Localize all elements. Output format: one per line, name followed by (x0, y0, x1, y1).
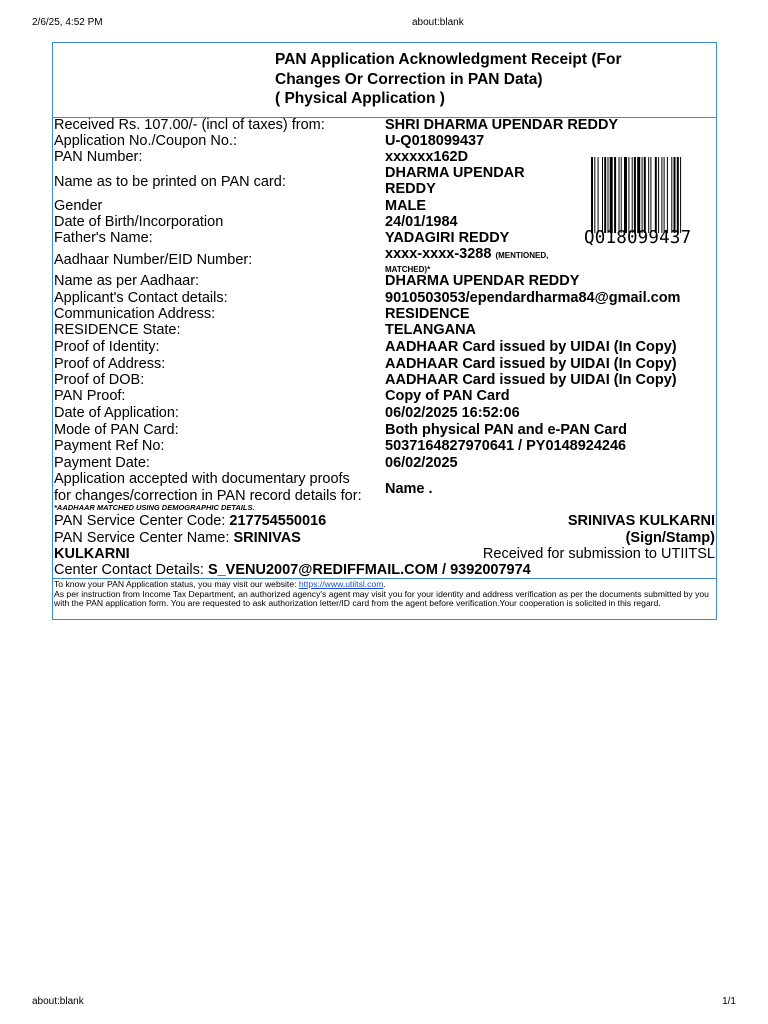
service-name-label: PAN Service Center Name: (54, 530, 230, 546)
field-label: Proof of Identity: (54, 339, 160, 355)
field-label: Proof of Address: (54, 356, 166, 372)
utiitsl-link[interactable]: https://www.utiitsl.com (298, 579, 384, 589)
field-value: Name . (385, 481, 433, 497)
barcode-bar (655, 157, 657, 233)
barcode-bar (610, 157, 613, 233)
field-value: AADHAAR Card issued by UIDAI (In Copy) (385, 356, 677, 372)
service-code-value: 217754550016 (229, 513, 327, 529)
barcode-bar (658, 157, 659, 233)
field-label: Payment Ref No: (54, 438, 165, 454)
service-name-wrap (54, 530, 301, 546)
print-datetime: 2/6/25, 4:52 PM (32, 17, 103, 28)
field-value: 06/02/2025 16:52:06 (385, 405, 520, 421)
field-value: DHARMA UPENDAR (385, 165, 525, 181)
barcode-bar (594, 157, 595, 233)
field-value: 24/01/1984 (385, 214, 458, 230)
contact-wrap (54, 562, 531, 578)
field-label: Proof of DOB: (54, 372, 145, 388)
barcode-bar (624, 157, 627, 233)
service-name-value: SRINIVAS (233, 530, 301, 546)
field-value: AADHAAR Card issued by UIDAI (In Copy) (385, 372, 677, 388)
barcode-bar (634, 157, 636, 233)
received-for-submission: Received for submission to UTIITSL (482, 546, 715, 562)
field-label: Name as to be printed on PAN card: (54, 174, 286, 190)
barcode (591, 157, 715, 233)
field-label: Communication Address: (54, 306, 216, 322)
field-value: SHRI DHARMA UPENDAR REDDY (385, 117, 619, 133)
barcode-bar (674, 157, 676, 233)
field-label: Date of Birth/Incorporation (54, 214, 224, 230)
field-label-cont: for changes/correction in PAN record details for: (54, 488, 362, 504)
aadhaar-status: (MENTIONED, (495, 251, 549, 260)
barcode-bar (602, 157, 603, 233)
receipt-box (52, 42, 717, 620)
barcode-bar (614, 157, 616, 233)
service-code-label: PAN Service Center Code: (54, 513, 226, 529)
barcode-bar (677, 157, 679, 233)
aadhaar-status-cont: MATCHED)* (385, 265, 431, 274)
field-label: Gender (54, 198, 103, 214)
barcode-bar (619, 157, 620, 233)
footnote (54, 580, 714, 609)
aadhaar-number: xxxx-xxxx-3288 (385, 246, 492, 262)
barcode-bar (591, 157, 593, 233)
barcode-bar (604, 157, 606, 233)
field-value: 9010503053/ependardharma84@gmail.com (385, 290, 681, 306)
field-label: PAN Number: (54, 149, 143, 165)
verification-note: As per instruction from Income Tax Department, an authorized agency's agent may visit you for your identity and address verification as per the documents submitted by you with the PAN application form. You are requested to ask authorization letter/ID card from the agent before verification.Your cooperation is solicited in this regard. (54, 588, 709, 609)
contact-value: S_VENU2007@REDIFFMAIL.COM / 9392007974 (207, 562, 531, 578)
barcode-bar (650, 157, 651, 233)
field-label: RESIDENCE State: (54, 322, 181, 338)
field-value: Copy of PAN Card (385, 388, 510, 404)
field-value: xxxxxx162D (385, 149, 469, 165)
status-suffix: . (383, 579, 386, 589)
field-value: U-Q018099437 (385, 133, 485, 149)
field-value-cont: REDDY (385, 181, 436, 197)
barcode-bar (667, 157, 668, 233)
field-label: Date of Application: (54, 405, 179, 421)
field-label: Name as per Aadhaar: (54, 273, 200, 289)
barcode-bar (637, 157, 640, 233)
barcode-bar (671, 157, 672, 233)
barcode-bar (628, 157, 629, 233)
barcode-bar (642, 157, 643, 233)
field-label: Application No./Coupon No.: (54, 133, 237, 149)
field-label: Payment Date: (54, 455, 150, 471)
signatory-name: SRINIVAS KULKARNI (567, 513, 715, 529)
page-number: 1/1 (722, 996, 736, 1007)
title-line-1: PAN Application Acknowledgment Receipt (For (275, 51, 622, 68)
field-value: DHARMA UPENDAR REDDY (385, 273, 580, 289)
title-box (53, 43, 716, 118)
barcode-bar (661, 157, 662, 233)
title-line-3: ( Physical Application ) (275, 90, 445, 107)
barcode-bar (598, 157, 599, 233)
service-code-wrap (54, 513, 326, 529)
field-value: TELANGANA (385, 322, 477, 338)
title-line-2: Changes Or Correction in PAN Data) (275, 71, 543, 88)
field-label: Application accepted with documentary proofs (54, 471, 350, 487)
barcode-bar (664, 157, 665, 233)
field-label: Applicant's Contact details: (54, 290, 228, 306)
sign-stamp: (Sign/Stamp) (625, 530, 715, 546)
field-value: AADHAAR Card issued by UIDAI (In Copy) (385, 339, 677, 355)
field-label: PAN Proof: (54, 388, 126, 404)
field-label: Aadhaar Number/EID Number: (54, 252, 253, 268)
barcode-bar (644, 157, 646, 233)
barcode-bar (621, 157, 622, 233)
field-label: Received Rs. 107.00/- (incl of taxes) from: (54, 117, 325, 133)
aadhaar-note: *AADHAAR MATCHED USING DEMOGRAPHIC DETAILS. (54, 503, 255, 512)
field-value: YADAGIRI REDDY (385, 230, 510, 246)
field-label: Mode of PAN Card: (54, 422, 179, 438)
barcode-bar (648, 157, 649, 233)
footer-url: about:blank (32, 996, 84, 1007)
field-value: MALE (385, 198, 427, 214)
field-value: 06/02/2025 (385, 455, 458, 471)
barcode-number: Q018099437 (584, 228, 692, 248)
print-url: about:blank (412, 17, 464, 28)
status-text: To know your PAN Application status, you may visit our website: (54, 579, 299, 589)
field-label: Father's Name: (54, 230, 153, 246)
contact-label: Center Contact Details: (54, 562, 204, 578)
barcode-bar (608, 157, 609, 233)
field-value: Both physical PAN and e-PAN Card (385, 422, 627, 438)
barcode-bar (632, 157, 633, 233)
field-value: RESIDENCE (385, 306, 470, 322)
field-value: 5037164827970641 / PY0148924246 (385, 438, 627, 454)
barcode-bar (680, 157, 681, 233)
service-name-value-cont: KULKARNI (54, 546, 130, 562)
